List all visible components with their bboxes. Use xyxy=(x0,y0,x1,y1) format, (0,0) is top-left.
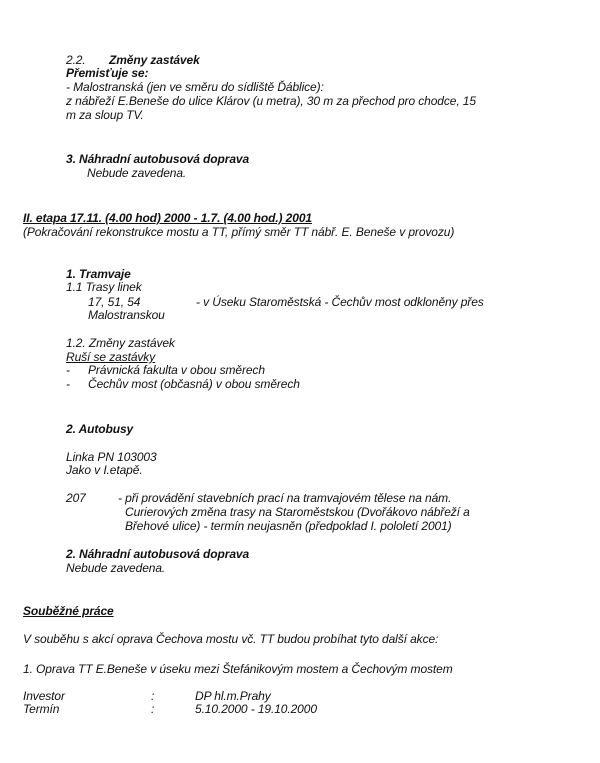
routes-title: 1.1 Trasy linek xyxy=(66,280,142,294)
route-text: Malostranskou xyxy=(88,308,165,322)
cancelled-stop-item: Čechův most (občasná) v obou směrech xyxy=(88,377,300,391)
concurrent-heading: Souběžné práce xyxy=(23,604,114,618)
replacement-bus-title: 3. Náhradní autobusová doprava xyxy=(66,152,250,166)
cancelled-stop-item: Právnická fakulta v obou směrech xyxy=(88,363,265,377)
investor-value: DP hl.m.Prahy xyxy=(195,689,271,703)
stage-subtitle: (Pokračování rekonstrukce mostu a TT, přímý směr TT nábř. E. Beneše v provozu) xyxy=(23,225,455,239)
stop-changes-title: 1.2. Změny zastávek xyxy=(66,336,175,350)
replacement-bus-text: Nebude zavedena. xyxy=(87,166,187,180)
replacement-bus-title: 2. Náhradní autobusová doprava xyxy=(66,547,250,561)
tram-title: 1. Tramvaje xyxy=(66,267,131,281)
moves-label: Přemisťuje se: xyxy=(66,66,149,80)
bus-line-number: 207 xyxy=(66,491,86,505)
moved-stop-detail: z nábřeží E.Beneše do ulice Klárov (u metra), 30 m za přechod pro chodce, 15 xyxy=(66,94,476,108)
moved-stop-detail: m za sloup TV. xyxy=(66,108,144,122)
colon: : xyxy=(151,689,155,703)
replacement-bus-text: Nebude zavedena. xyxy=(66,561,166,575)
bullet: - xyxy=(66,363,70,377)
bus-207-text: Břehové ulice) - termín neujasněn (předpoklad I. pololetí 2001) xyxy=(125,519,452,533)
bus-line: Linka PN 103003 xyxy=(66,450,157,464)
concurrent-item: 1. Oprava TT E.Beneše v úseku mezi Štefánikovým mostem a Čechovým mostem xyxy=(23,662,453,676)
bullet: - xyxy=(66,377,70,391)
cancelled-stops-label: Ruší se zastávky xyxy=(66,350,156,364)
term-value: 5.10.2000 - 19.10.2000 xyxy=(195,702,317,716)
section-number: 2.2. xyxy=(66,53,86,67)
tram-lines: 17, 51, 54 xyxy=(88,295,141,309)
section-title: Změny zastávek xyxy=(109,53,200,67)
investor-label: Investor xyxy=(23,689,65,703)
moved-stop-item: - Malostranská (jen ve směru do sídliště Ďáblice): xyxy=(66,80,324,94)
bus-title: 2. Autobusy xyxy=(66,422,134,436)
bus-207-text: - při provádění stavebních prací na tramvajovém tělese na nám. xyxy=(118,491,452,505)
bus-207-text: Curierových změna trasy na Staroměstskou (Dvořákovo nábřeží a xyxy=(125,505,470,519)
bus-same-text: Jako v I.etapě. xyxy=(66,463,143,477)
colon: : xyxy=(151,702,155,716)
concurrent-intro: V souběhu s akcí oprava Čechova mostu vč. TT budou probíhat tyto další akce: xyxy=(23,632,439,646)
stage-heading: II. etapa 17.11. (4.00 hod) 2000 - 1.7. (4.00 hod.) 2001 xyxy=(23,211,312,225)
term-label: Termín xyxy=(23,702,60,716)
route-text: - v Úseku Staroměstská - Čechův most odkloněny přes xyxy=(196,295,484,309)
